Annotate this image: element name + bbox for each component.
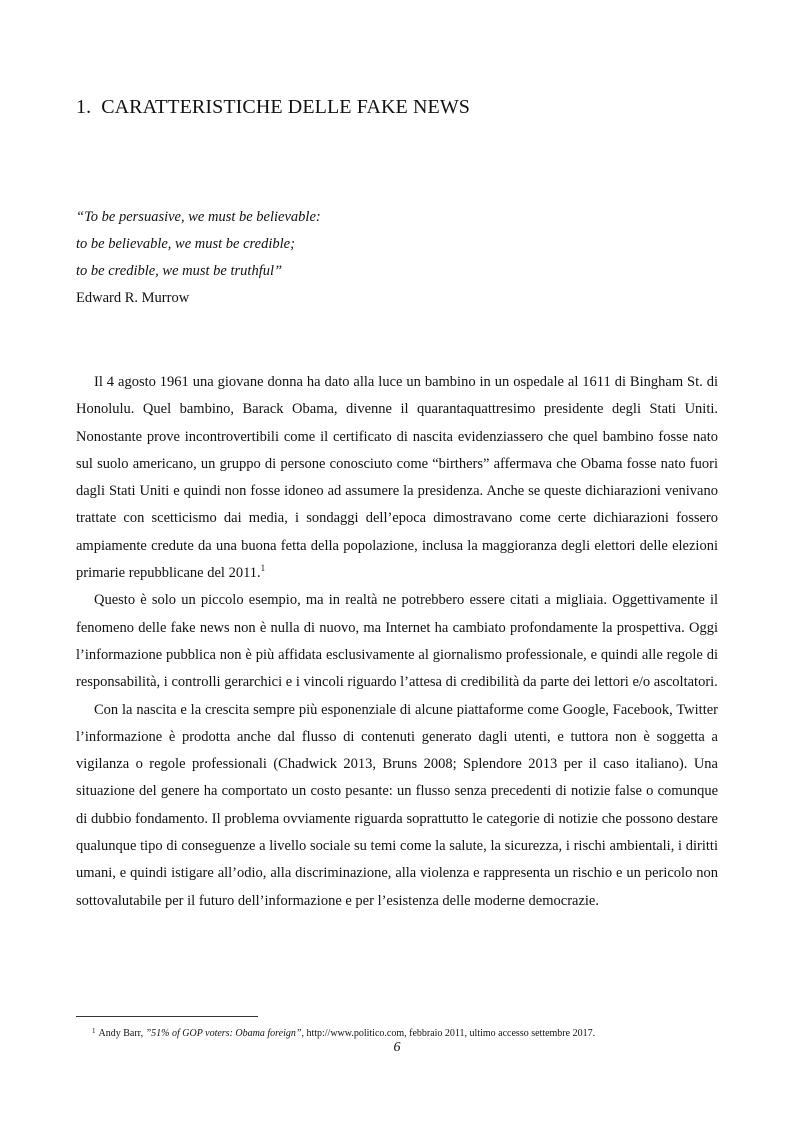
chapter-number: 1. bbox=[76, 96, 92, 118]
chapter-heading bbox=[76, 96, 470, 119]
epigraph-author: Edward R. Murrow bbox=[76, 290, 190, 306]
page-number: 6 bbox=[393, 1040, 401, 1055]
epigraph-line: to be believable, we must be credible; bbox=[76, 236, 295, 252]
epigraph bbox=[76, 204, 321, 312]
footnote-marker: 1 bbox=[92, 1027, 96, 1035]
paragraph-1-text: Il 4 agosto 1961 una giovane donna ha dato alla luce un bambino in un ospedale al 1611 di Bingham St. di Honolulu. Quel bambino, Barack Obama, divenne il quarantaquattresimo presidente degli Stati Uniti. Nonostante prove incontrovertibili come il certificato di nascita evidenziassero che quel bambino fosse nato sul suolo americano, un gruppo di persone conosciuto come “birthers” affermava che Obama fosse nato fuori dagli Stati Uniti e quindi non fosse idoneo ad assumere la presidenza. Anche se queste dichiarazioni venivano trattate con scetticismo dai media, i sondaggi dell’epoca dimostravano come certe dichiarazioni fossero ampiamente credute da una buona fetta della popolazione, inclusa la maggioranza degli elettori delle elezioni primarie repubblicane del 2011. bbox=[76, 374, 718, 582]
footnote-reference[interactable]: 1 bbox=[260, 563, 266, 574]
paragraph-3: Con la nascita e la crescita sempre più esponenziale di alcune piattaforme come Google, Facebook, Twitter l’informazione è prodotta anche dal flusso di contenuti generato dagli utenti, e tuttora non è soggetta a vigilanza o regole professionali (Chadwick 2013, Bruns 2008; Splendore 2013 per il caso italiano). Una situazione del genere ha comportato un costo pesante: un flusso senza precedenti di notizie false o comunque di dubbio fondamento. Il problema ovviamente riguarda soprattutto le categorie di notizie che possono destare qualunque tipo di conseguenze a livello sociale su temi come la salute, la sicurezza, i rischi ambientali, i diritti umani, e quindi istigare all’odio, alla discriminazione, alla violenza e rappresenta un rischio e un pericolo non sottovalutabile per il futuro dell’informazione e per l’esistenza delle moderne democrazie. bbox=[76, 701, 718, 909]
footnote bbox=[92, 1027, 595, 1040]
paragraph-2: Questo è solo un piccolo esempio, ma in realtà ne potrebbero essere citati a migliaia. Oggettivamente il fenomeno delle fake news non è nulla di nuovo, ma Internet ha cambiato profondamente la prospettiva. Oggi l’informazione pubblica non è più affidata esclusivamente al giornalismo professionale, e quindi alle regole di responsabilità, i controlli gerarchici e i vincoli riguardo l’attesa di credibilità da parte dei lettori e/o ascoltatori. bbox=[76, 592, 718, 691]
footnote-author: Andy Barr, bbox=[98, 1028, 144, 1039]
paragraph-1 bbox=[76, 369, 718, 587]
footnote-divider bbox=[76, 1016, 258, 1017]
epigraph-line: “To be persuasive, we must be believable: bbox=[76, 209, 321, 225]
footnote-source: , http://www.politico.com, febbraio 2011, ultimo accesso settembre 2017. bbox=[301, 1028, 596, 1039]
epigraph-line: to be credible, we must be truthful” bbox=[76, 263, 283, 279]
body-text bbox=[76, 369, 718, 915]
chapter-title: CARATTERISTICHE DELLE FAKE NEWS bbox=[101, 96, 471, 118]
footnote-title: ”51% of GOP voters: Obama foreign” bbox=[145, 1028, 302, 1039]
